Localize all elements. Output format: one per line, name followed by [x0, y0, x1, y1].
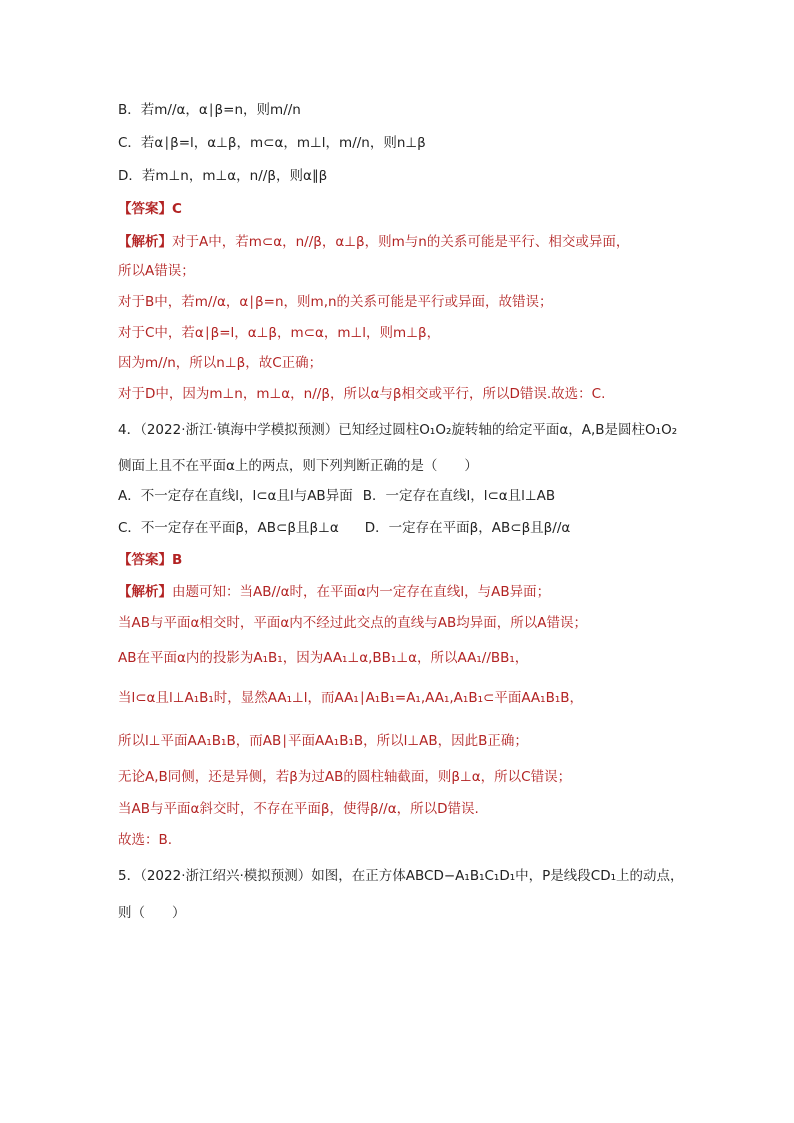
explanation-line: 当AB与平面α斜交时，不存在平面β，使得β//α，所以D错误. [118, 801, 479, 817]
question-4-options-ab [118, 486, 754, 506]
explanation-line: 对于D中，因为m⊥n，m⊥α，n//β，所以α与β相交或平行，所以D错误.故选：C. [118, 386, 606, 402]
explanation-tag: 【解析】 [118, 584, 172, 600]
option-c: C．不一定存在平面β，AB⊂β且β⊥α [118, 520, 339, 536]
option-a: A．不一定存在直线l，l⊂α且l与AB异面 [118, 488, 353, 504]
question-4-options-cd [118, 518, 754, 538]
explanation-line: 故选：B. [118, 832, 173, 848]
question-5-stem: 则（ ） [118, 905, 186, 921]
option-d: D．一定存在平面β，AB⊂β且β//α [364, 520, 571, 536]
explanation-line: 对于C中，若α∣β=l，α⊥β，m⊂α，m⊥l，则m⊥β， [118, 325, 441, 341]
option-b: B．一定存在直线l，l⊂α且l⊥AB [362, 488, 556, 504]
answer-tag: 【答案】 [118, 552, 172, 568]
explanation-line: 因为m//n，所以n⊥β，故C正确； [118, 355, 323, 371]
explanation-line: 对于B中，若m//α，α∣β=n，则m,n的关系可能是平行或异面，故错误； [118, 294, 553, 310]
explanation-line [118, 232, 754, 252]
answer-line-3 [118, 199, 754, 219]
answer-value: B [172, 552, 183, 568]
explanation-text: 对于A中，若m⊂α，n//β，α⊥β，则m与n的关系可能是平行、相交或异面， [172, 234, 630, 250]
option-b: B．若m//α，α∣β=n，则m//n [118, 102, 301, 118]
option-c: C．若α∣β=l，α⊥β，m⊂α，m⊥l，m//n，则n⊥β [118, 135, 426, 151]
explanation-line: 无论A,B同侧，还是异侧，若β为过AB的圆柱轴截面，则β⊥α，所以C错误； [118, 769, 572, 785]
answer-tag: 【答案】 [118, 201, 172, 217]
explanation-line: 当l⊂α且l⊥A₁B₁时，显然AA₁⊥l，而AA₁∣A₁B₁=A₁,AA₁,A₁B₁⊂平面AA₁B₁B， [118, 690, 584, 706]
question-4-stem: 4．（2022·浙江·镇海中学模拟预测）已知经过圆柱O₁O₂旋转轴的给定平面α，A,B是圆柱O₁O₂ [118, 422, 678, 438]
explanation-line [118, 582, 754, 602]
explanation-line: 所以A错误； [118, 263, 195, 279]
explanation-line: 所以l⊥平面AA₁B₁B，而AB∣平面AA₁B₁B，所以l⊥AB，因此B正确； [118, 733, 528, 749]
question-5-stem: 5．（2022·浙江绍兴·模拟预测）如图，在正方体ABCD−A₁B₁C₁D₁中，P是线段CD₁上的动点， [118, 868, 684, 884]
answer-line-4 [118, 550, 754, 570]
explanation-line: 当AB与平面α相交时，平面α内不经过此交点的直线与AB均异面，所以A错误； [118, 615, 588, 631]
answer-value: C [172, 201, 182, 217]
explanation-text: 由题可知：当AB//α时，在平面α内一定存在直线l，与AB异面； [172, 584, 551, 600]
option-d: D．若m⊥n，m⊥α，n//β，则α∥β [118, 168, 328, 184]
question-4-stem: 侧面上且不在平面α上的两点，则下列判断正确的是（ ） [118, 458, 478, 474]
explanation-line: AB在平面α内的投影为A₁B₁，因为AA₁⊥α,BB₁⊥α，所以AA₁//BB₁， [118, 650, 529, 666]
explanation-tag: 【解析】 [118, 234, 172, 250]
